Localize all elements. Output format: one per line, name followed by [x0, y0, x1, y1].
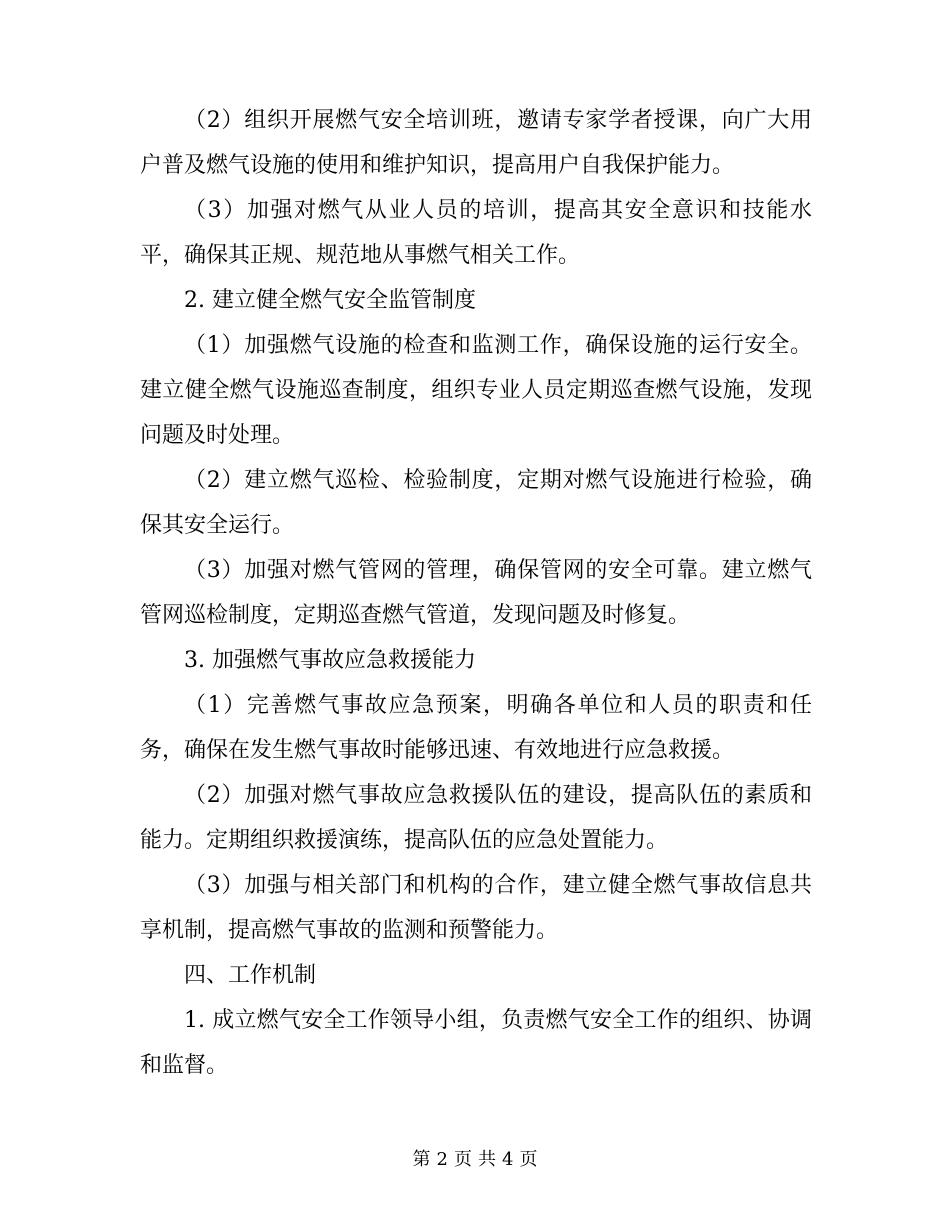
- page-footer: [0, 1147, 950, 1173]
- footer-total-word: 共: [478, 1149, 496, 1170]
- paragraph: （3）加强对燃气从业人员的培训，提高其安全意识和技能水平，确保其正规、规范地从事燃气相关工作。: [140, 198, 812, 268]
- footer-total-pages: 4: [502, 1149, 514, 1170]
- paragraph: （1）加强燃气设施的检查和监测工作，确保设施的运行安全。建立健全燃气设施巡查制度，组织专业人员定期巡查燃气设施，发现问题及时处理。: [140, 333, 812, 448]
- paragraph: （3）加强与相关部门和机构的合作，建立健全燃气事故信息共享机制，提高燃气事故的监测和预警能力。: [140, 873, 812, 943]
- section-heading: 四、工作机制: [184, 963, 317, 988]
- paragraph: （2）加强对燃气事故应急救援队伍的建设，提高队伍的素质和能力。定期组织救援演练，提高队伍的应急处置能力。: [140, 783, 812, 853]
- footer-suffix: 页: [519, 1149, 538, 1170]
- paragraph: （2）建立燃气巡检、检验制度，定期对燃气设施进行检验，确保其安全运行。: [140, 468, 812, 538]
- paragraph: 1. 成立燃气安全工作领导小组，负责燃气安全工作的组织、协调和监督。: [140, 1008, 812, 1078]
- footer-current-page: 2: [436, 1149, 448, 1170]
- section-heading: 2. 建立健全燃气安全监管制度: [184, 288, 476, 313]
- document-body: [140, 98, 812, 1088]
- footer-page-word: 页: [454, 1149, 472, 1170]
- paragraph: （3）加强对燃气管网的管理，确保管网的安全可靠。建立燃气管网巡检制度，定期巡查燃气管道，发现问题及时修复。: [140, 558, 812, 628]
- paragraph: （2）组织开展燃气安全培训班，邀请专家学者授课，向广大用户普及燃气设施的使用和维护知识，提高用户自我保护能力。: [140, 108, 812, 178]
- section-heading: 3. 加强燃气事故应急救援能力: [184, 648, 476, 673]
- footer-prefix: 第: [412, 1149, 431, 1170]
- paragraph: （1）完善燃气事故应急预案，明确各单位和人员的职责和任务，确保在发生燃气事故时能够迅速、有效地进行应急救援。: [140, 693, 812, 763]
